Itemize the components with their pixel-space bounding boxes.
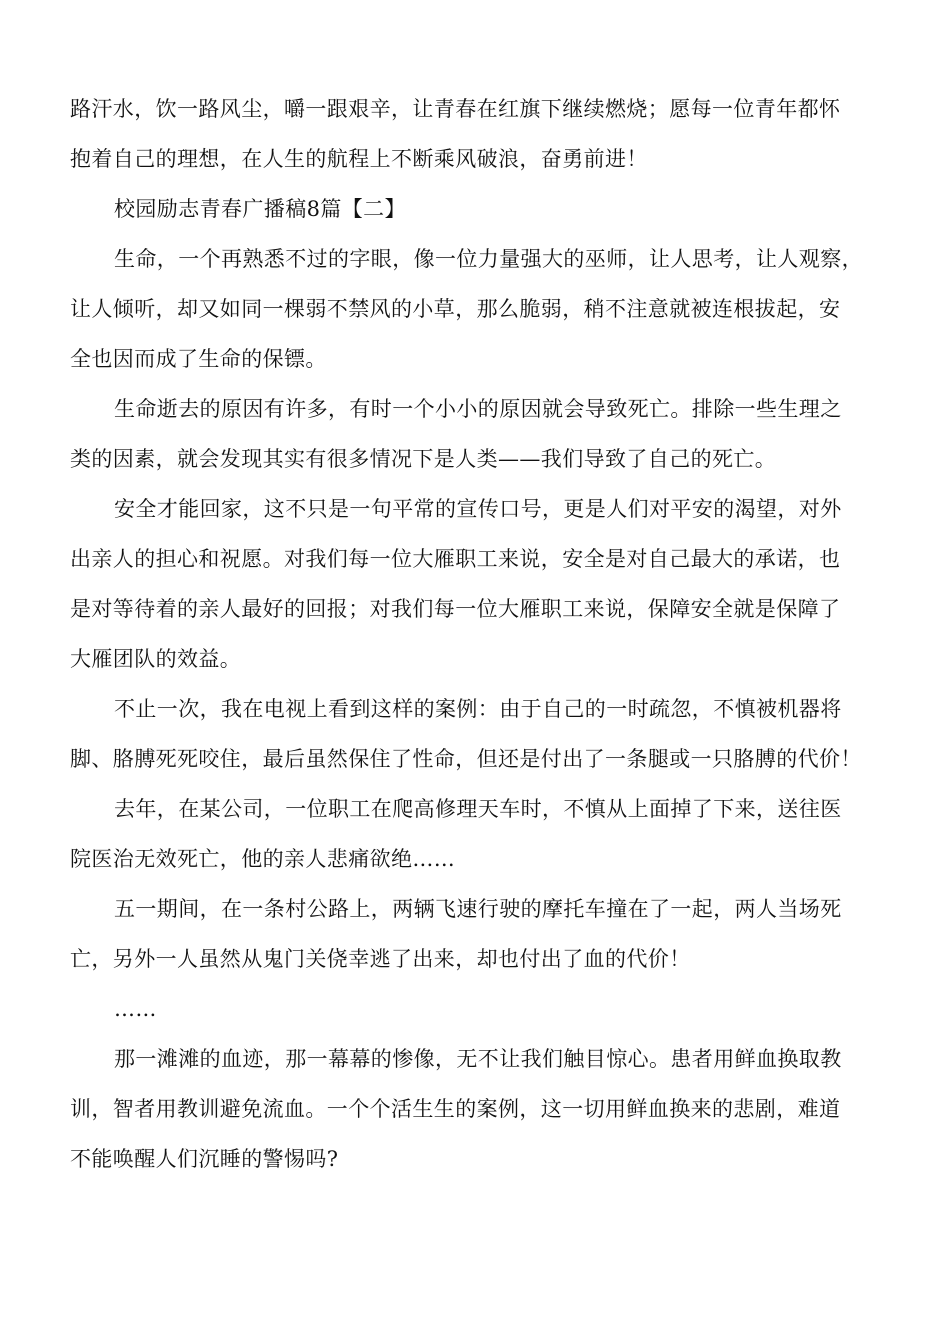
text-line: 出亲人的担心和祝愿。对我们每一位大雁职工来说，安全是对自己最大的承诺，也: [70, 547, 841, 571]
text-line: 路汗水，饮一路风尘，嚼一跟艰辛，让青春在红旗下继续燃烧；愿每一位青年都怀: [70, 97, 841, 121]
text-line: 去年，在某公司，一位职工在爬高修理天车时，不慎从上面掉了下来，送往医: [114, 797, 842, 821]
text-line: 生命，一个再熟悉不过的字眼，像一位力量强大的巫师，让人思考，让人观察，: [114, 247, 863, 271]
text-line: 安全才能回家，这不只是一句平常的宣传口号，更是人们对平安的渴望，对外: [114, 497, 842, 521]
text-line: 不止一次，我在电视上看到这样的案例：由于自己的一时疏忽，不慎被机器将: [114, 697, 842, 721]
text-line: 让人倾听，却又如同一棵弱不禁风的小草，那么脆弱，稍不注意就被连根拔起，安: [70, 297, 841, 321]
text-line: 不能唤醒人们沉睡的警惕吗?: [70, 1147, 339, 1171]
text-line: 大雁团队的效益。: [70, 647, 242, 671]
text-line: 亡，另外一人虽然从鬼门关侥幸逃了出来，却也付出了血的代价！: [70, 947, 691, 971]
text-line: 脚、胳膊死死咬住，最后虽然保住了性命，但还是付出了一条腿或一只胳膊的代价！: [70, 747, 862, 771]
text-line: 院医治无效死亡，他的亲人悲痛欲绝……: [70, 847, 456, 871]
text-line: 是对等待着的亲人最好的回报；对我们每一位大雁职工来说，保障安全就是保障了: [70, 597, 841, 621]
text-line: 全也因而成了生命的保镖。: [70, 347, 327, 371]
text-line: 类的因素，就会发现其实有很多情况下是人类——我们导致了自己的死亡。: [70, 447, 777, 471]
text-line: 抱着自己的理想，在人生的航程上不断乘风破浪，奋勇前进！: [70, 147, 648, 171]
ellipsis-line: ……: [114, 997, 157, 1021]
section-heading: 校园励志青春广播稿8篇【二】: [114, 197, 406, 221]
document-body: [70, 84, 882, 1184]
text-line: 那一滩滩的血迹，那一幕幕的惨像，无不让我们触目惊心。患者用鲜血换取教: [114, 1047, 842, 1071]
text-line: 五一期间，在一条村公路上，两辆飞速行驶的摩托车撞在了一起，两人当场死: [114, 897, 842, 921]
text-line: 训，智者用教训避免流血。一个个活生生的案例，这一切用鲜血换来的悲剧，难道: [70, 1097, 841, 1121]
text-line: 生命逝去的原因有许多，有时一个小小的原因就会导致死亡。排除一些生理之: [114, 397, 842, 421]
